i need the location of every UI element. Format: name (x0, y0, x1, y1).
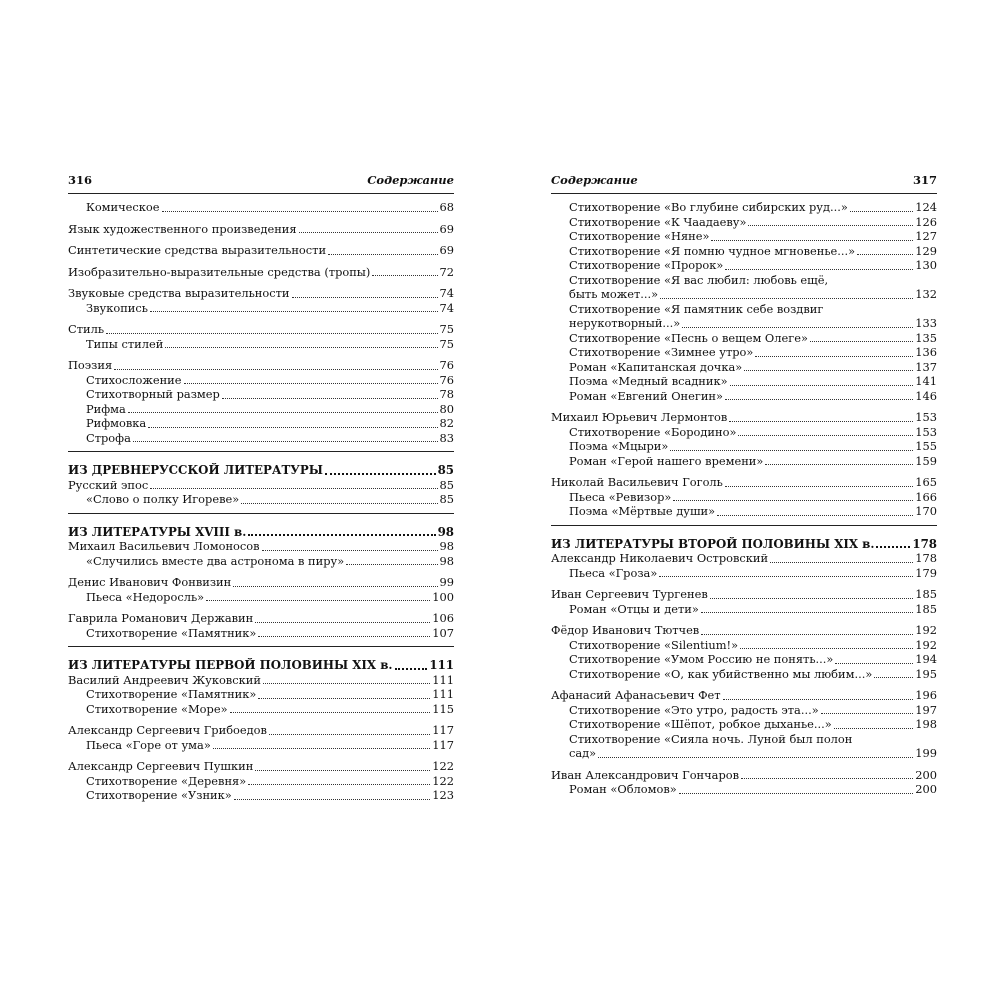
page-number: 316 (68, 173, 93, 187)
toc-entry-page: 85 (439, 492, 454, 506)
toc-entry (551, 623, 937, 638)
toc-entry-page: 170 (915, 504, 937, 518)
dot-leader (857, 254, 913, 255)
toc-entry-page: 198 (915, 717, 937, 731)
section-divider (68, 451, 454, 452)
dot-leader (258, 698, 430, 699)
toc-entry-page: 69 (439, 243, 454, 257)
toc-entry-title: Фёдор Иванович Тютчев (551, 623, 700, 637)
toc-entry-page: 141 (915, 374, 937, 388)
dot-leader (598, 757, 913, 758)
toc-entry-page: 159 (915, 453, 937, 468)
dot-leader (106, 333, 437, 334)
toc-entry-page: 107 (432, 625, 454, 640)
toc-entry-page: 185 (915, 601, 937, 616)
toc-entry-title: «Случились вместе два астронома в пиру» (86, 553, 345, 568)
toc-entry-title: Язык художественного произведения (68, 221, 297, 236)
toc-entry-title: Поэзия (68, 358, 113, 372)
toc-entry-first-line: Стихотворение «Я памятник себе воздвиг (569, 301, 824, 316)
toc-entry (551, 652, 937, 667)
dot-leader (835, 663, 913, 664)
toc-entry-title: Изобразительно-выразительные средства (тропы) (68, 264, 371, 279)
toc-entry (551, 316, 937, 331)
dot-leader (723, 699, 914, 700)
toc-entry-title: Стихотворный размер (86, 387, 220, 401)
toc-entry (551, 439, 937, 454)
toc-entry-title: Стихотворение «Песнь о вещем Олеге» (569, 330, 808, 345)
left-page-header (68, 173, 454, 194)
dot-leader (755, 356, 913, 357)
toc-entry-title: Стихотворение «Я помню чудное мгновенье...» (569, 243, 856, 258)
dot-leader (821, 713, 914, 714)
dot-leader (730, 385, 914, 386)
toc-entry-page: 82 (439, 416, 454, 430)
toc-entry-title: Гаврила Романович Державин (68, 611, 254, 625)
toc-entry (551, 667, 937, 682)
toc-entry-page: 127 (915, 229, 937, 243)
toc-entry-title: Поэма «Мёртвые души» (569, 504, 716, 518)
toc-entry-first-line: Стихотворение «Я вас любил: любовь ещё, (569, 272, 829, 287)
toc-entry (551, 389, 937, 404)
toc-entry-title: Рифмовка (86, 416, 147, 430)
dot-leader (233, 586, 437, 587)
toc-entry-page: 196 (915, 688, 937, 702)
dot-leader (206, 600, 430, 601)
toc-entry-title: Строфа (86, 430, 131, 445)
toc-entry-page: 126 (915, 214, 937, 229)
toc-entry-page: 80 (439, 401, 454, 416)
dot-leader (710, 598, 914, 599)
toc-entry (68, 788, 454, 803)
toc-section-heading (68, 525, 454, 540)
toc-entry-title: сад» (569, 746, 597, 760)
toc-entry-title: Александр Николаевич Островский (551, 551, 769, 565)
toc-entry-page: 111 (432, 672, 454, 687)
dot-leader (162, 211, 438, 212)
dot-leader (748, 225, 913, 226)
toc-entry-page: 117 (432, 737, 454, 752)
toc-entry-page: 98 (439, 553, 454, 568)
toc-entry-title: Александр Сергеевич Грибоедов (68, 723, 267, 737)
toc-entry-page: 194 (915, 652, 937, 666)
toc-entry-page: 178 (915, 551, 937, 565)
toc-entry-page: 68 (439, 200, 454, 214)
toc-entry-title: Стихотворение «Памятник» (86, 687, 257, 701)
toc-entry (68, 492, 454, 507)
toc-entry-title: Стихосложение (86, 372, 182, 387)
toc-entry (68, 301, 454, 316)
toc-entry-title: Денис Иванович Фонвизин (68, 575, 232, 589)
dot-leader (679, 793, 914, 794)
toc-entry-title: Николай Васильевич Гоголь (551, 475, 723, 489)
toc-entry-title: Иван Сергеевич Тургенев (551, 587, 708, 601)
toc-entry-title: ИЗ ДРЕВНЕРУССКОЙ ЛИТЕРАТУРЫ (68, 463, 323, 477)
toc-section-heading (68, 658, 454, 673)
toc-entry (551, 360, 937, 375)
toc-entry (68, 337, 454, 352)
toc-entry-page: 74 (439, 286, 454, 300)
toc-entry-page: 85 (439, 477, 454, 492)
toc-entry-title: нерукотворный...» (569, 316, 681, 330)
toc-entry-title: Пьеса «Горе от ума» (86, 737, 211, 752)
toc-entry-page: 83 (439, 430, 454, 445)
toc-entry-page: 122 (432, 773, 454, 788)
section-divider (68, 513, 454, 514)
dot-leader (876, 546, 910, 548)
toc-entry-page: 199 (915, 746, 937, 760)
toc-entry-page: 100 (432, 589, 454, 604)
toc-entry (68, 687, 454, 702)
toc-entry-page: 106 (432, 611, 454, 625)
dot-leader (659, 576, 913, 577)
toc-entry-title: Стихотворение «К Чаадаеву» (569, 214, 747, 229)
toc-entry-page: 111 (432, 687, 454, 701)
dot-leader (850, 211, 913, 212)
toc-list (68, 200, 454, 803)
dot-leader (741, 778, 913, 779)
toc-entry-page: 129 (915, 243, 937, 258)
toc-entry-title: Комическое (86, 200, 160, 214)
dot-leader (372, 275, 437, 276)
dot-leader (701, 612, 913, 613)
toc-entry-page: 98 (437, 524, 454, 539)
dot-leader (395, 668, 428, 670)
toc-entry-title: Стихотворение «Во глубине сибирских руд...» (569, 200, 848, 214)
toc-entry-title: ИЗ ЛИТЕРАТУРЫ ВТОРОЙ ПОЛОВИНЫ XIX в. (551, 536, 875, 551)
dot-leader (660, 298, 913, 299)
toc-entry-page: 78 (439, 387, 454, 401)
dot-leader (128, 412, 438, 413)
toc-entry-page: 130 (915, 258, 937, 272)
dot-leader (682, 327, 913, 328)
section-divider (551, 525, 937, 526)
toc-entry-first-line: Стихотворение «Сияла ночь. Луной был полон (569, 731, 853, 746)
dot-leader (230, 712, 431, 713)
dot-leader (325, 473, 436, 475)
toc-entry (68, 774, 454, 789)
dot-leader (150, 311, 438, 312)
right-page-header (551, 173, 937, 194)
toc-entry-page: 117 (432, 723, 454, 737)
toc-entry-title: Поэма «Мцыри» (569, 439, 669, 453)
toc-entry-page: 98 (439, 539, 454, 553)
toc-entry-page: 200 (915, 782, 937, 796)
dot-leader (744, 370, 913, 371)
toc-entry (551, 331, 937, 346)
dot-leader (701, 634, 913, 635)
toc-entry-title: Звуковые средства выразительности (68, 286, 290, 300)
toc-entry-title: Стихотворение «Это утро, радость эта...» (569, 702, 819, 717)
left-page (68, 173, 454, 803)
toc-entry (68, 402, 454, 417)
dot-leader (740, 648, 913, 649)
toc-entry-page: 192 (915, 623, 937, 637)
toc-entry-page: 146 (915, 388, 937, 403)
toc-entry-title: Стихотворение «О, как убийственно мы любим...» (569, 666, 873, 681)
toc-entry (68, 539, 454, 554)
toc-entry-title: ИЗ ЛИТЕРАТУРЫ XVIII в. (68, 524, 247, 539)
dot-leader (717, 515, 913, 516)
toc-entry (551, 258, 937, 273)
toc-entry (551, 200, 937, 215)
toc-entry-title: Роман «Капитанская дочка» (569, 359, 743, 374)
toc-entry (68, 702, 454, 717)
toc-entry-title: Пьеса «Гроза» (569, 565, 658, 580)
toc-entry-title: Стихотворение «Деревня» (86, 773, 247, 788)
toc-entry-title: Василий Андреевич Жуковский (68, 672, 261, 687)
dot-leader (725, 269, 913, 270)
dot-leader (222, 398, 438, 399)
page-number: 317 (912, 173, 937, 187)
toc-entry-title: ИЗ ЛИТЕРАТУРЫ ПЕРВОЙ ПОЛОВИНЫ XIX в. (68, 658, 393, 672)
toc-entry (68, 626, 454, 641)
dot-leader (834, 728, 914, 729)
dot-leader (292, 297, 438, 298)
toc-entry (551, 551, 937, 566)
toc-entry-title: Стихотворение «Море» (86, 701, 228, 716)
dot-leader (213, 748, 430, 749)
toc-entry-page: 155 (915, 439, 937, 453)
toc-entry-title: Александр Сергеевич Пушкин (68, 759, 254, 773)
toc-entry (551, 566, 937, 581)
toc-entry (551, 215, 937, 230)
toc-entry-page: 195 (915, 666, 937, 681)
toc-entry (551, 425, 937, 440)
toc-entry-title: Стихотворение «Умом Россию не понять...» (569, 652, 834, 666)
toc-entry (551, 345, 937, 360)
dot-leader (165, 347, 437, 348)
dot-leader (770, 562, 913, 563)
toc-entry-page: 153 (915, 424, 937, 439)
dot-leader (670, 450, 913, 451)
dot-leader (248, 534, 435, 536)
dot-leader (241, 503, 437, 504)
toc-entry-page: 135 (915, 330, 937, 345)
running-title: Содержание (551, 173, 638, 187)
dot-leader (269, 734, 430, 735)
toc-entry-page: 200 (915, 767, 937, 782)
toc-entry (68, 222, 454, 237)
toc-entry-title: Роман «Обломов» (569, 782, 677, 796)
toc-entry-title: Михаил Васильевич Ломоносов (68, 539, 260, 553)
toc-entry-page: 69 (439, 221, 454, 236)
toc-entry-page: 166 (915, 489, 937, 504)
toc-entry (68, 554, 454, 569)
toc-entry (68, 478, 454, 493)
dot-leader (258, 636, 430, 637)
toc-entry (68, 759, 454, 774)
toc-entry (68, 265, 454, 280)
toc-entry-page: 192 (915, 637, 937, 652)
toc-entry (551, 703, 937, 718)
toc-entry-page: 132 (915, 287, 937, 301)
dot-leader (234, 799, 431, 800)
toc-entry-page: 136 (915, 345, 937, 359)
toc-entry-title: Типы стилей (86, 336, 164, 351)
section-divider (68, 646, 454, 647)
toc-entry-page: 76 (439, 358, 454, 372)
toc-entry-title: Стихотворение «Silentium!» (569, 637, 739, 652)
dot-leader (328, 254, 437, 255)
toc-entry-page: 122 (432, 759, 454, 773)
toc-entry-title: Русский эпос (68, 477, 149, 492)
right-page (551, 173, 937, 797)
toc-entry-title: Стихотворение «Узник» (86, 788, 232, 802)
toc-entry (68, 286, 454, 301)
dot-leader (346, 564, 437, 565)
toc-entry (551, 454, 937, 469)
toc-entry (551, 638, 937, 653)
toc-entry-title: Поэма «Медный всадник» (569, 374, 728, 388)
toc-entry-page: 72 (439, 264, 454, 279)
toc-entry (551, 374, 937, 389)
dot-leader (711, 240, 913, 241)
toc-section-heading (68, 463, 454, 478)
dot-leader (114, 369, 437, 370)
toc-entry-page: 75 (439, 322, 454, 336)
toc-entry (551, 717, 937, 732)
toc-entry-title: Рифма (86, 401, 126, 416)
toc-entry (551, 244, 937, 259)
toc-entry-title: Стихотворение «Шёпот, робкое дыханье...» (569, 717, 832, 731)
toc-entry-title: Стихотворение «Пророк» (569, 258, 724, 272)
dot-leader (248, 784, 430, 785)
dot-leader (725, 399, 913, 400)
toc-entry-page: 197 (915, 702, 937, 717)
toc-entry-page: 75 (439, 336, 454, 351)
toc-entry (551, 746, 937, 761)
toc-entry-title: Пьеса «Недоросль» (86, 589, 205, 604)
toc-entry (551, 287, 937, 302)
dot-leader (255, 622, 430, 623)
toc-entry-page: 153 (915, 410, 937, 424)
dot-leader (725, 486, 913, 487)
dot-leader (810, 341, 913, 342)
toc-entry-page: 178 (912, 536, 937, 551)
toc-entry (68, 358, 454, 373)
toc-entry-page: 185 (915, 587, 937, 601)
toc-entry (68, 723, 454, 738)
toc-entry (68, 738, 454, 753)
toc-entry (68, 590, 454, 605)
toc-entry-title: Роман «Евгений Онегин» (569, 388, 723, 403)
toc-entry (68, 416, 454, 431)
toc-entry-title: Стихотворение «Зимнее утро» (569, 345, 754, 359)
toc-list (551, 200, 937, 797)
toc-entry (68, 322, 454, 337)
toc-entry-title: Стихотворение «Памятник» (86, 625, 257, 640)
toc-entry (68, 200, 454, 215)
toc-entry-page: 179 (915, 565, 937, 580)
toc-entry-title: быть может...» (569, 287, 659, 301)
dot-leader (133, 441, 438, 442)
toc-entry (551, 504, 937, 519)
toc-entry (551, 490, 937, 505)
toc-entry (68, 431, 454, 446)
dot-leader (874, 677, 913, 678)
toc-entry-page: 137 (915, 359, 937, 374)
toc-section-heading (551, 537, 937, 552)
toc-entry (68, 373, 454, 388)
toc-entry-title: Стихотворение «Няне» (569, 229, 710, 243)
toc-entry (551, 410, 937, 425)
toc-entry (551, 782, 937, 797)
toc-entry-title: «Слово о полку Игореве» (86, 492, 240, 506)
toc-entry-page: 123 (432, 788, 454, 802)
dot-leader (729, 421, 913, 422)
toc-entry-title: Роман «Герой нашего времени» (569, 453, 764, 468)
toc-entry-page: 115 (432, 701, 454, 716)
dot-leader (184, 383, 438, 384)
dot-leader (262, 550, 438, 551)
dot-leader (255, 770, 430, 771)
toc-entry (551, 229, 937, 244)
toc-entry (551, 587, 937, 602)
toc-entry-page: 111 (429, 658, 454, 672)
dot-leader (150, 488, 437, 489)
running-title: Содержание (367, 173, 454, 187)
toc-entry-title: Звукопись (86, 300, 148, 315)
toc-entry-title: Синтетические средства выразительности (68, 243, 327, 257)
toc-entry-title: Роман «Отцы и дети» (569, 601, 699, 616)
dot-leader (765, 464, 913, 465)
toc-entry (68, 575, 454, 590)
dot-leader (263, 683, 430, 684)
toc-entry-page: 124 (915, 200, 937, 214)
toc-entry (68, 611, 454, 626)
toc-entry (68, 673, 454, 688)
toc-entry (551, 602, 937, 617)
toc-entry (551, 475, 937, 490)
dot-leader (148, 427, 437, 428)
toc-entry-page: 85 (437, 463, 454, 477)
toc-entry (551, 688, 937, 703)
toc-entry-title: Иван Александрович Гончаров (551, 767, 740, 782)
toc-entry-title: Стиль (68, 322, 105, 336)
toc-entry-page: 99 (439, 575, 454, 589)
toc-entry-title: Пьеса «Ревизор» (569, 489, 672, 504)
toc-entry-title: Михаил Юрьевич Лермонтов (551, 410, 728, 424)
toc-entry-page: 74 (439, 300, 454, 315)
dot-leader (738, 435, 913, 436)
toc-entry (68, 387, 454, 402)
toc-entry-title: Стихотворение «Бородино» (569, 424, 737, 439)
toc-entry-page: 133 (915, 316, 937, 330)
toc-entry-page: 165 (915, 475, 937, 489)
toc-entry-title: Афанасий Афанасьевич Фет (551, 688, 721, 702)
toc-entry-page: 76 (439, 372, 454, 387)
dot-leader (673, 500, 913, 501)
toc-entry (551, 768, 937, 783)
dot-leader (299, 232, 438, 233)
toc-entry (68, 243, 454, 258)
